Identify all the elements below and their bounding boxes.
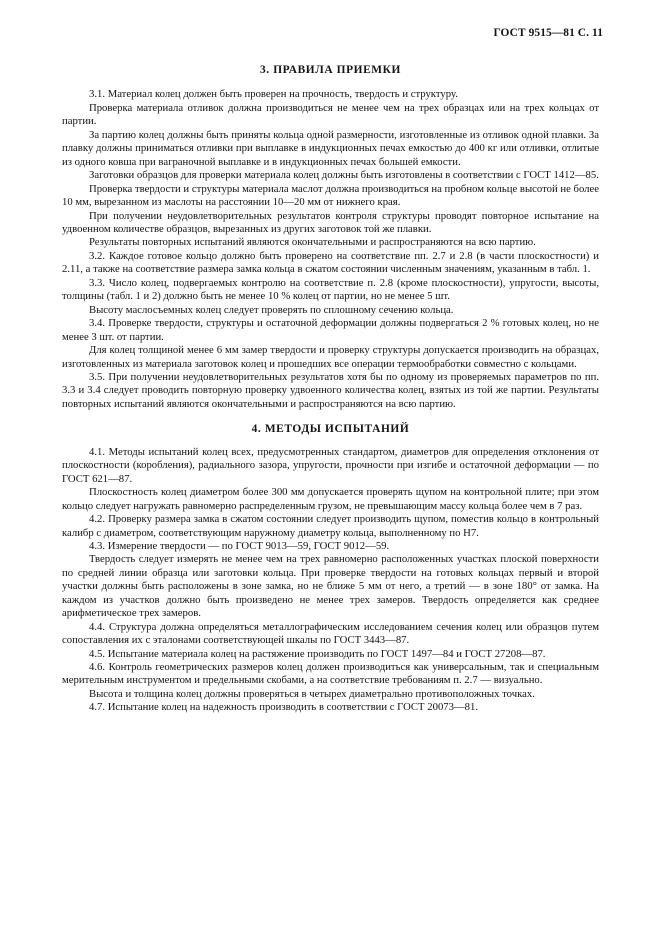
paragraph: 4.6. Контроль геометрических размеров колец должен производиться как универсальным, так и специальным мерительным инструментом и предельными скобами, а на соответствие требованиям п. 2.7 — визуально. <box>62 661 599 687</box>
paragraph: При получении неудовлетворительных результатов контроля структуры проводят повторное испытание на удвоенном количестве образцов, вырезанных из других заготовок той же плавки. <box>62 209 599 235</box>
paragraph: Плоскостность колец диаметром более 300 мм допускается проверять щупом на контрольной плите; при этом кольцо следует нагружать равномерно распределенным грузом, не превышающим массу кольца более чем в 7 раз. <box>62 486 599 512</box>
paragraph: Высоту маслосъемных колец следует проверять по сплошному сечению кольца. <box>89 303 454 316</box>
paragraph: 4.1. Методы испытаний колец всех, предусмотренных стандартом, диаметров для определения отклонения от плоскостности (коробления), радиального зазора, упругости, прочности при изгибе и остаточной деформации — по ГОСТ 621—87. <box>62 445 599 485</box>
page-header: ГОСТ 9515—81 С. 11 <box>493 27 603 39</box>
paragraph: 4.2. Проверку размера замка в сжатом состоянии следует производить щупом, поместив кольцо в контрольный калибр с диаметром, соответствующим наружному диаметру кольца, выполненному по Н7. <box>62 513 599 539</box>
section-title: 3. ПРАВИЛА ПРИЕМКИ <box>260 64 401 76</box>
paragraph: Твердость следует измерять не менее чем на трех равномерно расположенных участках плоской поверхности по средней линии образца или заготовки кольца. При проверке твердости на готовых кольцах первый и второй участки должны быть расположены в зоне замка, но не ближе 5 мм от него, а третий — в зоне 180° от замка. На каждом из участков должно быть произведено не менее трех замеров. Твердость определяется как среднее арифметическое трех замеров. <box>62 553 599 620</box>
paragraph: 4.7. Испытание колец на надежность производить в соответствии с ГОСТ 20073—81. <box>89 701 479 714</box>
paragraph: Проверка материала отливок должна производиться не менее чем на трех образцах или на трех кольцах от партии. <box>62 101 599 128</box>
page-content <box>62 64 599 715</box>
paragraph: 3.4. Проверке твердости, структуры и остаточной деформации должны подвергаться 2 % готовых колец, но не менее 3 шт. от партии. <box>62 317 599 343</box>
paragraph: Результаты повторных испытаний являются окончательными и распространяются на всю партию. <box>89 236 536 249</box>
paragraph: Заготовки образцов для проверки материала колец должны быть изготовлены в соответствии с ГОСТ 1412—85. <box>89 169 599 182</box>
paragraph: 3.3. Число колец, подвергаемых контролю на соответствие п. 2.8 (кроме плоскостности), упругости, высоты, толщины (табл. 1 и 2) должно быть не менее 10 % колец от партии, но не менее 5 шт. <box>62 276 599 303</box>
paragraph: 3.2. Каждое готовое кольцо должно быть проверено на соответствие пп. 2.7 и 2.8 (в части плоскостности) и 2.11, а также на соответствие размера замка кольца в сжатом состоянии численным значениям, указанным в табл. 1. <box>62 249 599 276</box>
paragraph: За партию колец должны быть приняты кольца одной размерности, изготовленные из отливок одной плавки. За плавку должны приниматься отливки при выплавке в индукционных печах емкостью до 400 кг или отливки, отлитые из одного ковша при ваграночной выплавке и в индукционных печах большей емкости. <box>62 128 599 168</box>
paragraph: Для колец толщиной менее 6 мм замер твердости и проверку структуры допускается производить на образцах, изготовленных из материала заготовок колец и прошедших все операции термообработки совместно с кольцами. <box>62 344 599 370</box>
paragraph: 4.3. Измерение твердости — по ГОСТ 9013—59, ГОСТ 9012—59. <box>89 539 390 552</box>
paragraph: 4.4. Структура должна определяться металлографическим исследованием сечения колец или образцов путем сопоставления их с эталонами соответствующей шкалы по ГОСТ 3443—87. <box>62 620 599 647</box>
paragraph: Проверка твердости и структуры материала маслот должна производиться на пробном кольце высотой не более 10 мм, вырезанном из маслоты на расстоянии 10—20 мм от нижнего края. <box>62 182 599 209</box>
section-test-methods <box>62 423 599 715</box>
section-acceptance-rules <box>62 64 599 411</box>
paragraph: Высота и толщина колец должны проверяться в четырех диаметрально противоположных точках. <box>89 687 535 700</box>
paragraph: 3.5. При получении неудовлетворительных результатов хотя бы по одному из проверяемых параметров по пп. 3.3 и 3.4 следует проводить повторную проверку удвоенного количества колец, взятых из той же партии. Результаты повторных испытаний являются окончательными и распространяются на всю партию. <box>62 370 599 410</box>
paragraph: 4.5. Испытание материала колец на растяжение производить по ГОСТ 1497—84 и ГОСТ 27208—87. <box>89 647 546 660</box>
section-title: 4. МЕТОДЫ ИСПЫТАНИЙ <box>251 423 410 436</box>
paragraph: 3.1. Материал колец должен быть проверен на прочность, твердость и структуру. <box>89 88 458 101</box>
